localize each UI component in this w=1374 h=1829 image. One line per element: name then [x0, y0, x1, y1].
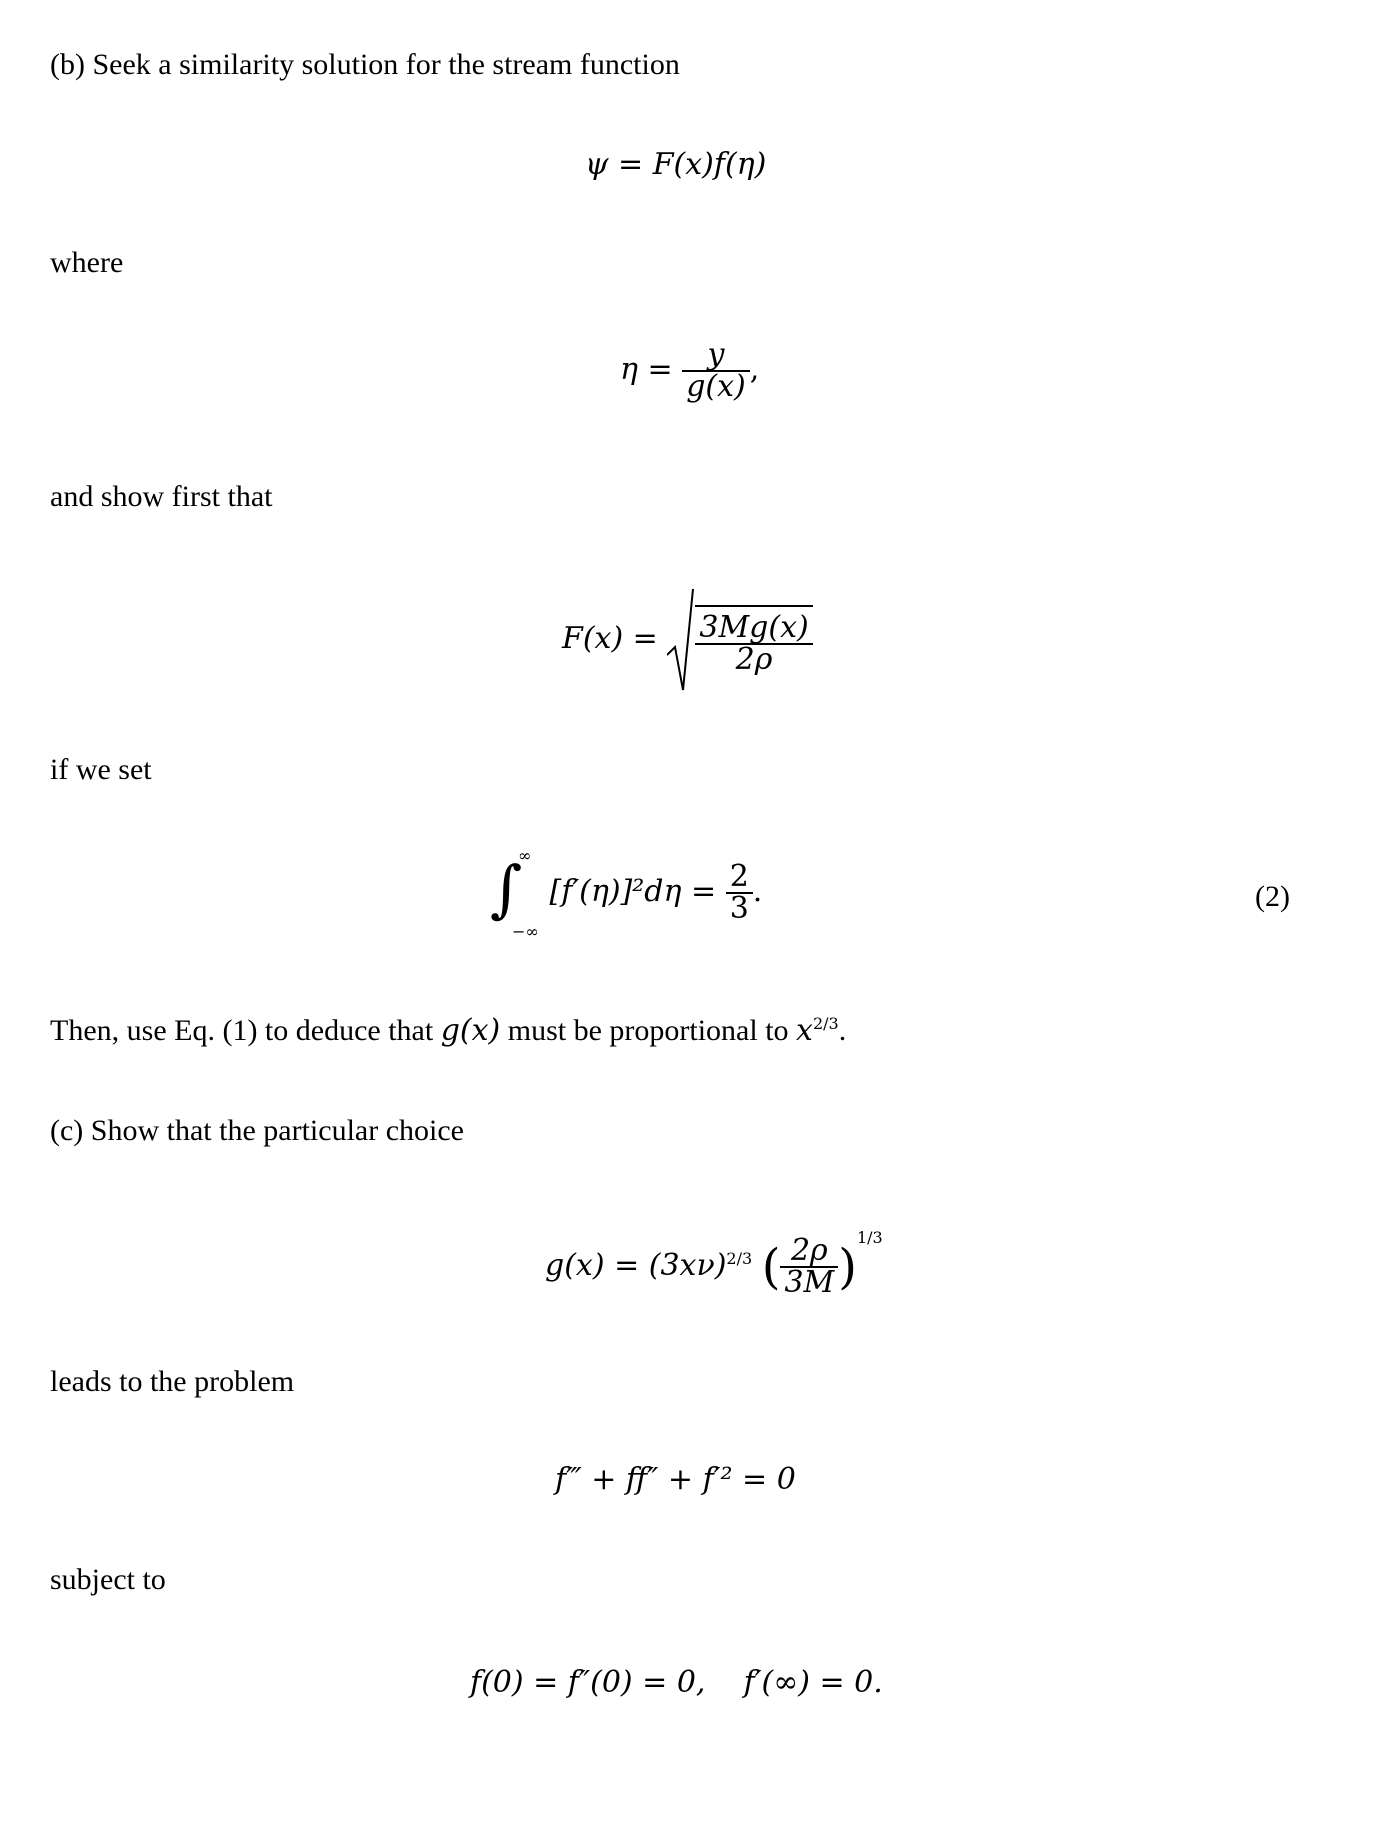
integral-fraction: [726, 859, 753, 926]
paragraph-if-we-set: if we set: [50, 753, 152, 786]
x-exponent: 2/3: [812, 1014, 839, 1033]
integral-body: [f′(η)]²dη =: [549, 874, 717, 909]
integral-lower-limit: −∞: [512, 922, 539, 941]
g-choice-exponent-1: 2/3: [726, 1249, 753, 1268]
paragraph-b-intro: (b) Seek a similarity solution for the stream function: [50, 48, 680, 81]
x-base: x: [796, 1013, 813, 1048]
integral-sign-icon: ∫: [490, 852, 523, 925]
F-lhs: F(x) =: [562, 621, 658, 656]
g-choice-fraction: [780, 1233, 838, 1300]
integral-numerator: 2: [726, 862, 753, 894]
eta-comma: ,: [749, 352, 760, 387]
integral-normalization-equation: [490, 846, 763, 941]
g-choice-lhs: g(x) = (3xν): [545, 1248, 727, 1283]
paragraph-and-show: and show first that: [50, 480, 273, 513]
must-be-text: must be proportional to: [507, 1014, 789, 1047]
sqrt-sign-icon: [667, 585, 695, 695]
F-equation: [562, 585, 813, 695]
paragraph-subject-to: subject to: [50, 1563, 166, 1596]
F-denominator: 2ρ: [735, 642, 773, 677]
paragraph-then-use: Then, use Eq. (1) to deduce that g(x) must be proportional to $x^{2/3}$.: [50, 1013, 847, 1048]
eta-definition-equation: [620, 337, 760, 404]
right-paren-icon: ): [838, 1239, 857, 1295]
left-paren-icon: (: [761, 1239, 781, 1295]
g-choice-denominator: 3M: [784, 1265, 835, 1300]
eta-numerator: y: [682, 340, 750, 372]
integral-upper-limit: ∞: [518, 846, 532, 865]
paragraph-leads-to: leads to the problem: [50, 1365, 295, 1398]
F-numerator: 3Mg(x): [695, 613, 812, 645]
inline-x-power: [796, 1013, 839, 1048]
eta-fraction: [682, 337, 750, 404]
stream-function-equation: ψ = F(x)f(η): [585, 147, 767, 182]
eta-denominator: g(x): [686, 369, 746, 404]
sqrt-group: [667, 585, 812, 695]
equation-number: (2): [1255, 880, 1290, 913]
eta-lhs: η =: [620, 352, 673, 387]
paragraph-c-intro: (c) Show that the particular choice: [50, 1114, 464, 1147]
g-choice-numerator: 2ρ: [780, 1236, 838, 1268]
inline-g-of-x: g(x): [440, 1013, 501, 1048]
F-fraction: [695, 605, 812, 675]
integral-group: [490, 846, 540, 941]
integral-period: .: [752, 874, 763, 909]
then-use-text: Then, use Eq. (1) to deduce that: [50, 1014, 434, 1047]
ode-equation: f‴ + ff″ + f′² = 0: [555, 1462, 796, 1497]
paragraph-where: where: [50, 246, 124, 279]
g-choice-exponent-2: 1/3: [856, 1228, 883, 1247]
integral-denominator: 3: [729, 891, 749, 926]
boundary-conditions-equation: f(0) = f″(0) = 0, f′(∞) = 0.: [470, 1665, 883, 1700]
g-choice-equation: [545, 1230, 883, 1298]
